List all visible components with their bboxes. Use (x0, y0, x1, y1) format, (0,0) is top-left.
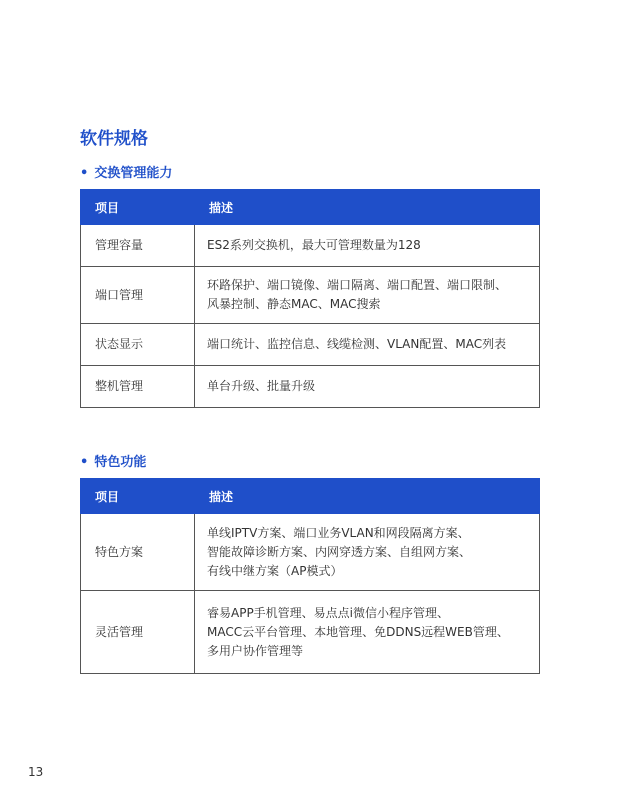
desc-line: 端口统计、监控信息、线缆检测、VLAN配置、MAC列表 (207, 337, 507, 351)
section-heading-label: 特色功能 (94, 455, 147, 470)
desc-line: MACC云平台管理、本地管理、免DDNS远程WEB管理、 (207, 624, 509, 639)
bullet-icon: • (80, 455, 89, 470)
switch-management-table (80, 189, 540, 408)
bullet-icon: • (80, 166, 89, 181)
row-desc (195, 267, 540, 324)
section-heading-switch-management (80, 162, 172, 181)
header-desc: 描述 (195, 190, 540, 225)
section-heading-features (80, 451, 146, 470)
row-item: 状态显示 (81, 324, 195, 366)
row-item: 端口管理 (81, 267, 195, 324)
table-row (81, 267, 540, 324)
table-row (81, 225, 540, 267)
table-header-row (81, 479, 540, 514)
header-item: 项目 (81, 190, 195, 225)
row-item: 整机管理 (81, 366, 195, 408)
desc-line: 单线IPTV方案、端口业务VLAN和网段隔离方案、 (207, 525, 470, 540)
page-number: 13 (28, 765, 44, 779)
row-desc (195, 324, 540, 366)
row-item: 特色方案 (81, 514, 195, 591)
row-desc (195, 225, 540, 267)
table-row (81, 366, 540, 408)
row-desc (195, 366, 540, 408)
header-desc: 描述 (195, 479, 540, 514)
desc-line: 智能故障诊断方案、内网穿透方案、自组网方案、 (207, 544, 472, 559)
table-header-row (81, 190, 540, 225)
row-desc (195, 591, 540, 674)
row-desc (195, 514, 540, 591)
row-item: 管理容量 (81, 225, 195, 267)
features-table (80, 478, 540, 674)
desc-line: 环路保护、端口镜像、端口隔离、端口配置、端口限制、 (207, 278, 508, 292)
section-heading-label: 交换管理能力 (94, 166, 173, 181)
row-item: 灵活管理 (81, 591, 195, 674)
desc-line: 睿易APP手机管理、易点点i微信小程序管理、 (207, 605, 450, 620)
table-row (81, 514, 540, 591)
desc-line: 风暴控制、静态MAC、MAC搜索 (207, 297, 381, 311)
table-row (81, 591, 540, 674)
desc-line: ES2系列交换机，最大可管理数量为128 (207, 238, 421, 252)
page-title: 软件规格 (80, 129, 148, 149)
desc-line: 单台升级、批量升级 (207, 379, 316, 393)
header-item: 项目 (81, 479, 195, 514)
desc-line: 有线中继方案（AP模式） (207, 563, 343, 578)
table-row (81, 324, 540, 366)
desc-line: 多用户协作管理等 (207, 643, 304, 658)
